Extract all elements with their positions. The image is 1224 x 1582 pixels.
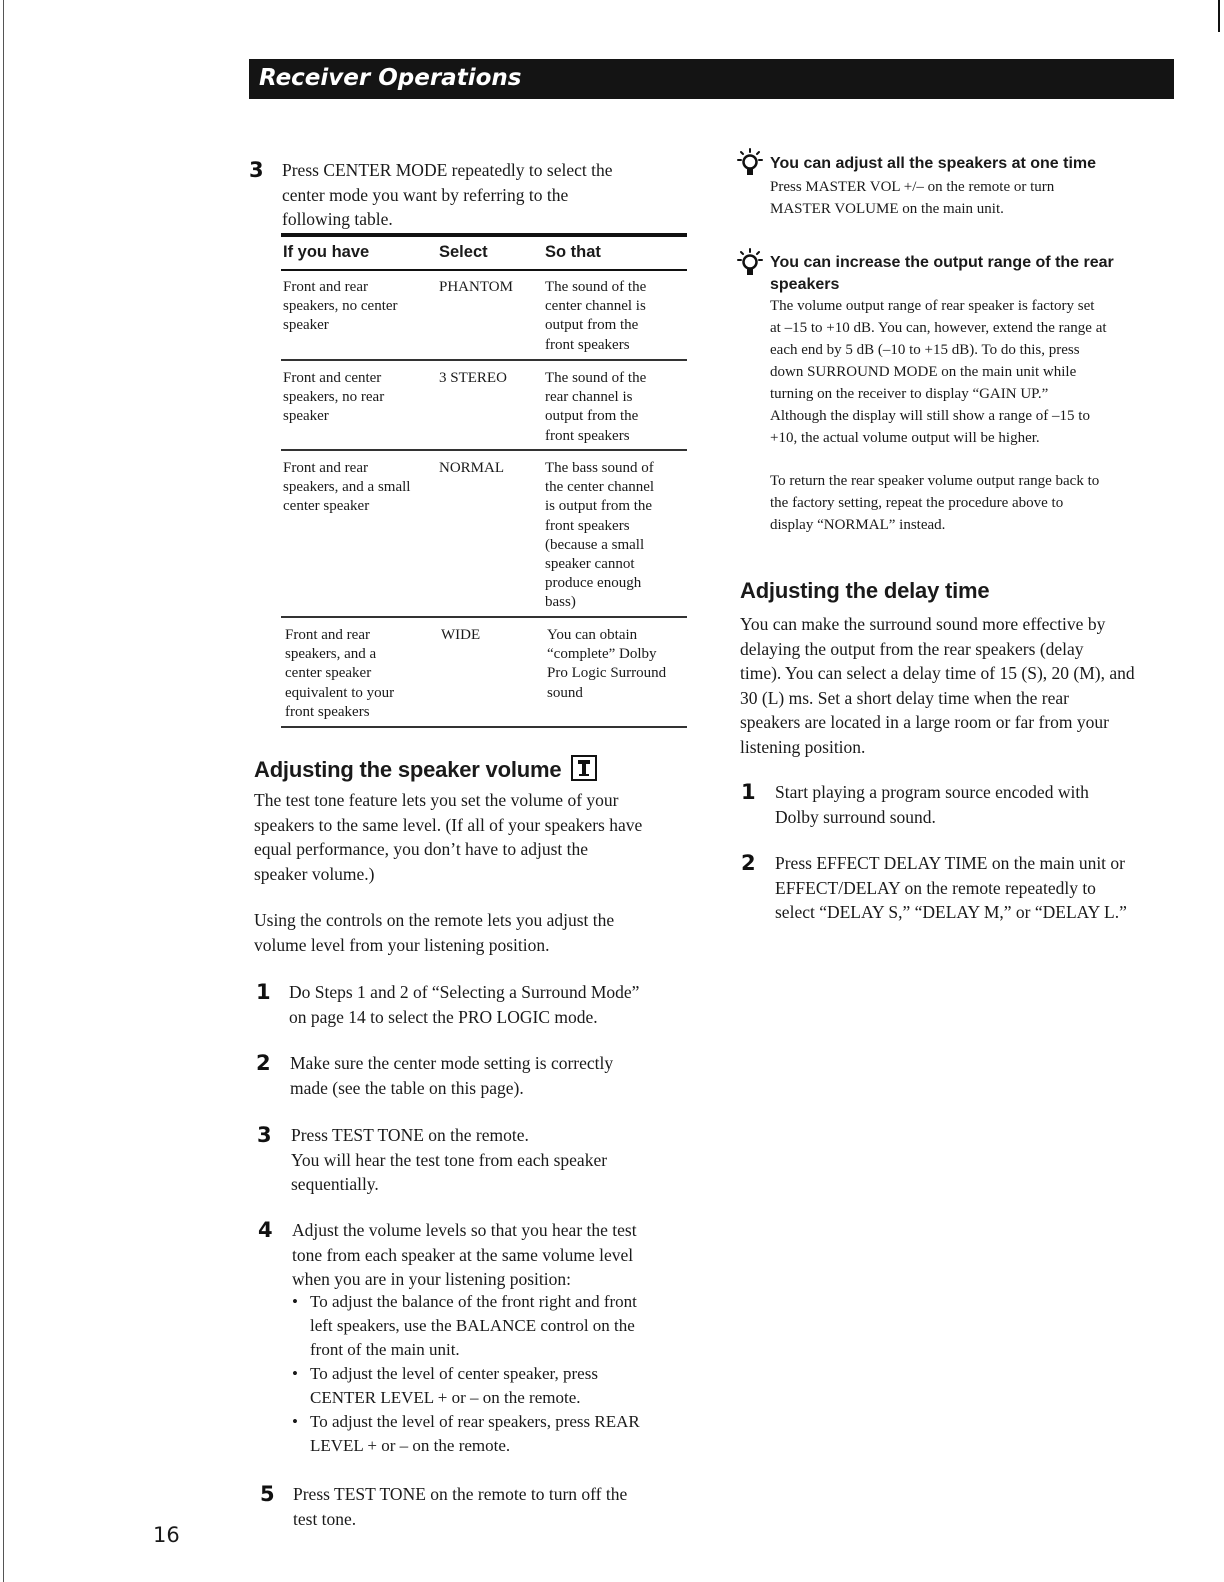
step-line: Press EFFECT DELAY TIME on the main unit or xyxy=(775,853,1125,873)
tip-line: MASTER VOLUME on the main unit. xyxy=(770,201,1004,217)
cell-line: the center channel xyxy=(545,479,655,496)
cell-line: Pro Logic Surround xyxy=(547,665,667,682)
cell-line: You can obtain xyxy=(547,627,638,643)
step-line: following table. xyxy=(282,209,393,229)
step-text xyxy=(775,780,1190,829)
step-line: You will hear the test tone from each speaker xyxy=(291,1149,608,1170)
step-line: Do Steps 1 and 2 of “Selecting a Surround Mode” xyxy=(289,982,640,1002)
step-line: on page 14 to select the PRO LOGIC mode. xyxy=(289,1006,598,1027)
step-line: Dolby surround sound. xyxy=(775,806,936,827)
cell-line: center channel is xyxy=(545,298,646,315)
step-number: 2 xyxy=(256,1051,271,1075)
center-mode-table xyxy=(281,233,687,733)
table-header-have: If you have xyxy=(283,243,370,261)
table-cell-have xyxy=(283,369,433,427)
table-cell-sothat xyxy=(547,626,687,703)
tip-line: at –15 to +10 dB. You can, however, extend the range at xyxy=(770,320,1107,336)
table-cell-sothat xyxy=(545,369,685,446)
volume-step-2 xyxy=(256,1051,696,1101)
step-number: 1 xyxy=(256,980,271,1004)
volume-step-5 xyxy=(260,1482,700,1532)
cell-line: produce enough xyxy=(545,575,642,592)
cell-line: The bass sound of xyxy=(545,460,654,476)
cell-line: Front and center xyxy=(283,370,382,386)
step-line: Press TEST TONE on the remote to turn off the xyxy=(293,1484,628,1504)
remote-icon xyxy=(571,755,597,781)
cell-line: speakers, no center xyxy=(283,298,398,315)
page-edge-line xyxy=(3,0,4,1582)
cell-line: output from the xyxy=(545,317,639,334)
para-line: You can make the surround sound more effective by xyxy=(740,614,1106,634)
step-line: Start playing a program source encoded with xyxy=(775,782,1089,802)
step-number: 5 xyxy=(260,1482,275,1506)
table-header-rule xyxy=(281,269,687,271)
section-title: Receiver Operations xyxy=(259,65,522,91)
cell-line: speakers, and a small xyxy=(283,479,411,496)
page-edge-mark xyxy=(1218,0,1220,32)
tip-line: display “NORMAL” instead. xyxy=(770,517,946,533)
step-number: 2 xyxy=(741,851,756,875)
cell-line: speakers, no rear xyxy=(283,389,385,406)
table-header-sothat: So that xyxy=(545,243,601,261)
table-top-rule xyxy=(281,233,687,237)
volume-step-3 xyxy=(257,1123,697,1199)
cell-line: front speakers xyxy=(545,336,630,353)
tip-text xyxy=(770,176,1190,220)
cell-line: is output from the xyxy=(545,498,653,515)
remote-intro xyxy=(254,908,694,957)
delay-heading: Adjusting the delay time xyxy=(740,578,990,603)
volume-heading xyxy=(254,755,597,783)
step-text xyxy=(775,851,1190,925)
bullet-item xyxy=(292,1362,692,1410)
lightbulb-tip-icon xyxy=(735,147,765,181)
cell-line: bass) xyxy=(545,594,576,611)
tip-line: +10, the actual volume output will be higher. xyxy=(770,430,1040,446)
bullet-line: To adjust the level of rear speakers, press REAR xyxy=(310,1412,640,1431)
tip-text xyxy=(770,470,1190,536)
cell-line: front speakers xyxy=(285,703,370,720)
cell-line: rear channel is xyxy=(545,389,633,406)
cell-line: Front and rear xyxy=(283,279,368,295)
para-line: volume level from your listening position. xyxy=(254,934,550,955)
table-cell-have xyxy=(283,278,433,336)
bullet-line: To adjust the level of center speaker, press xyxy=(310,1364,598,1383)
bullet-item xyxy=(292,1290,692,1362)
cell-line: The sound of the xyxy=(545,370,647,386)
lightbulb-tip-icon xyxy=(735,247,765,281)
para-line: speaker volume.) xyxy=(254,863,375,884)
bullet-line: To adjust the balance of the front right and front xyxy=(310,1292,637,1311)
volume-heading-text: Adjusting the speaker volume xyxy=(254,757,562,782)
cell-line: Front and rear xyxy=(285,627,370,643)
table-cell-sothat xyxy=(545,278,685,355)
bullet-text xyxy=(310,1362,598,1410)
delay-step-2 xyxy=(741,851,1191,927)
volume-intro xyxy=(254,788,694,886)
bullet-item xyxy=(292,1410,692,1458)
step-line: Adjust the volume levels so that you hear the test xyxy=(292,1220,637,1240)
step-text xyxy=(290,1051,695,1100)
step-line: Make sure the center mode setting is correctly xyxy=(290,1053,614,1073)
table-row-rule xyxy=(281,449,687,451)
para-line: speakers are located in a large room or far from your xyxy=(740,712,1109,732)
step-line: test tone. xyxy=(293,1508,357,1529)
tip-line: To return the rear speaker volume output range back to xyxy=(770,473,1100,489)
tip-line: each end by 5 dB (–10 to +15 dB). To do this, press xyxy=(770,342,1080,358)
tip-title-line: speakers xyxy=(770,276,840,293)
table-cell-have xyxy=(283,459,438,517)
step-line: center mode you want by referring to the xyxy=(282,184,569,205)
para-line: time). You can select a delay time of 15 (S), 20 (M), and xyxy=(740,663,1135,683)
para-line: 30 (L) ms. Set a short delay time when the rear xyxy=(740,687,1069,708)
step-text xyxy=(293,1482,698,1531)
cell-line: center speaker xyxy=(285,665,372,682)
step-line: EFFECT/DELAY on the remote repeatedly to xyxy=(775,877,1096,898)
bullet-line: LEVEL + or – on the remote. xyxy=(310,1436,511,1455)
cell-line: speaker xyxy=(283,408,329,425)
step-text xyxy=(291,1123,696,1197)
cell-line: front speakers xyxy=(545,427,630,444)
volume-step-1 xyxy=(256,980,696,1030)
cell-line: sound xyxy=(547,684,583,701)
step-line: sequentially. xyxy=(291,1174,379,1194)
para-line: speakers to the same level. (If all of your speakers have xyxy=(254,814,643,835)
volume-step-4 xyxy=(258,1218,698,1294)
step-text xyxy=(282,158,687,232)
bullet-line: CENTER LEVEL + or – on the remote. xyxy=(310,1388,581,1407)
cell-line: “complete” Dolby xyxy=(547,646,657,663)
cell-line: output from the xyxy=(545,408,639,425)
tip-title-line: You can increase the output range of the rear xyxy=(770,254,1114,271)
tip-line: The volume output range of rear speaker is factory set xyxy=(770,298,1095,314)
cell-line: speaker cannot xyxy=(545,556,635,573)
table-cell-select: NORMAL xyxy=(439,460,505,476)
section-header-bar xyxy=(249,59,1174,99)
bullet-dot: • xyxy=(292,1292,298,1311)
para-line: listening position. xyxy=(740,736,866,757)
table-cell-sothat xyxy=(545,459,685,613)
page-number: 16 xyxy=(153,1523,180,1547)
step-line: Press TEST TONE on the remote. xyxy=(291,1125,529,1145)
tip-line: the factory setting, repeat the procedure above to xyxy=(770,495,1064,511)
para-line: delaying the output from the rear speakers (delay xyxy=(740,638,1084,659)
tip-title xyxy=(770,252,1190,296)
step-line: Press CENTER MODE repeatedly to select the xyxy=(282,160,613,180)
tip-line: turning on the receiver to display “GAIN UP.” xyxy=(770,386,1049,402)
cell-line: speaker xyxy=(283,317,329,334)
step-line: when you are in your listening position: xyxy=(292,1269,571,1289)
bullet-text xyxy=(310,1290,637,1362)
bullet-line: front of the main unit. xyxy=(310,1340,460,1359)
tip-title: You can adjust all the speakers at one time xyxy=(770,155,1097,172)
tip-line: Press MASTER VOL +/– on the remote or turn xyxy=(770,179,1055,195)
table-row-rule xyxy=(281,616,687,618)
tip-line: Although the display will still show a range of –15 to xyxy=(770,408,1090,424)
table-cell-select: WIDE xyxy=(441,627,481,643)
cell-line: (because a small xyxy=(545,536,645,553)
para-line: The test tone feature lets you set the volume of your xyxy=(254,790,619,810)
center-mode-step xyxy=(249,158,689,234)
table-cell-have xyxy=(285,626,435,722)
step-line: made (see the table on this page). xyxy=(290,1077,524,1098)
table-bottom-rule xyxy=(281,726,687,728)
tip-line: down SURROUND MODE on the main unit while xyxy=(770,364,1077,380)
step-text xyxy=(292,1218,697,1292)
para-line: Using the controls on the remote lets you adjust the xyxy=(254,910,615,930)
para-line: equal performance, you don’t have to adjust the xyxy=(254,839,589,859)
delay-step-1 xyxy=(741,780,1191,830)
step-number: 3 xyxy=(249,158,264,182)
delay-intro xyxy=(740,612,1190,759)
table-row-rule xyxy=(281,359,687,361)
cell-line: The sound of the xyxy=(545,279,647,295)
step-number: 1 xyxy=(741,780,756,804)
cell-line: Front and rear xyxy=(283,460,368,476)
table-cell-select: 3 STEREO xyxy=(439,370,507,386)
step-number: 4 xyxy=(258,1218,273,1242)
bullet-line: left speakers, use the BALANCE control on the xyxy=(310,1316,635,1335)
bullet-dot: • xyxy=(292,1412,298,1431)
step-line: tone from each speaker at the same volume level xyxy=(292,1244,634,1265)
step-text xyxy=(289,980,694,1029)
cell-line: equivalent to your xyxy=(285,684,395,701)
cell-line: center speaker xyxy=(283,498,370,515)
table-header-select: Select xyxy=(439,243,488,261)
tip-text xyxy=(770,295,1190,449)
step-line: select “DELAY S,” “DELAY M,” or “DELAY L.” xyxy=(775,902,1127,922)
cell-line: front speakers xyxy=(545,517,630,534)
bullet-text xyxy=(310,1410,640,1458)
cell-line: speakers, and a xyxy=(285,646,377,663)
bullet-dot: • xyxy=(292,1364,298,1383)
table-cell-select: PHANTOM xyxy=(439,279,513,295)
step-number: 3 xyxy=(257,1123,272,1147)
